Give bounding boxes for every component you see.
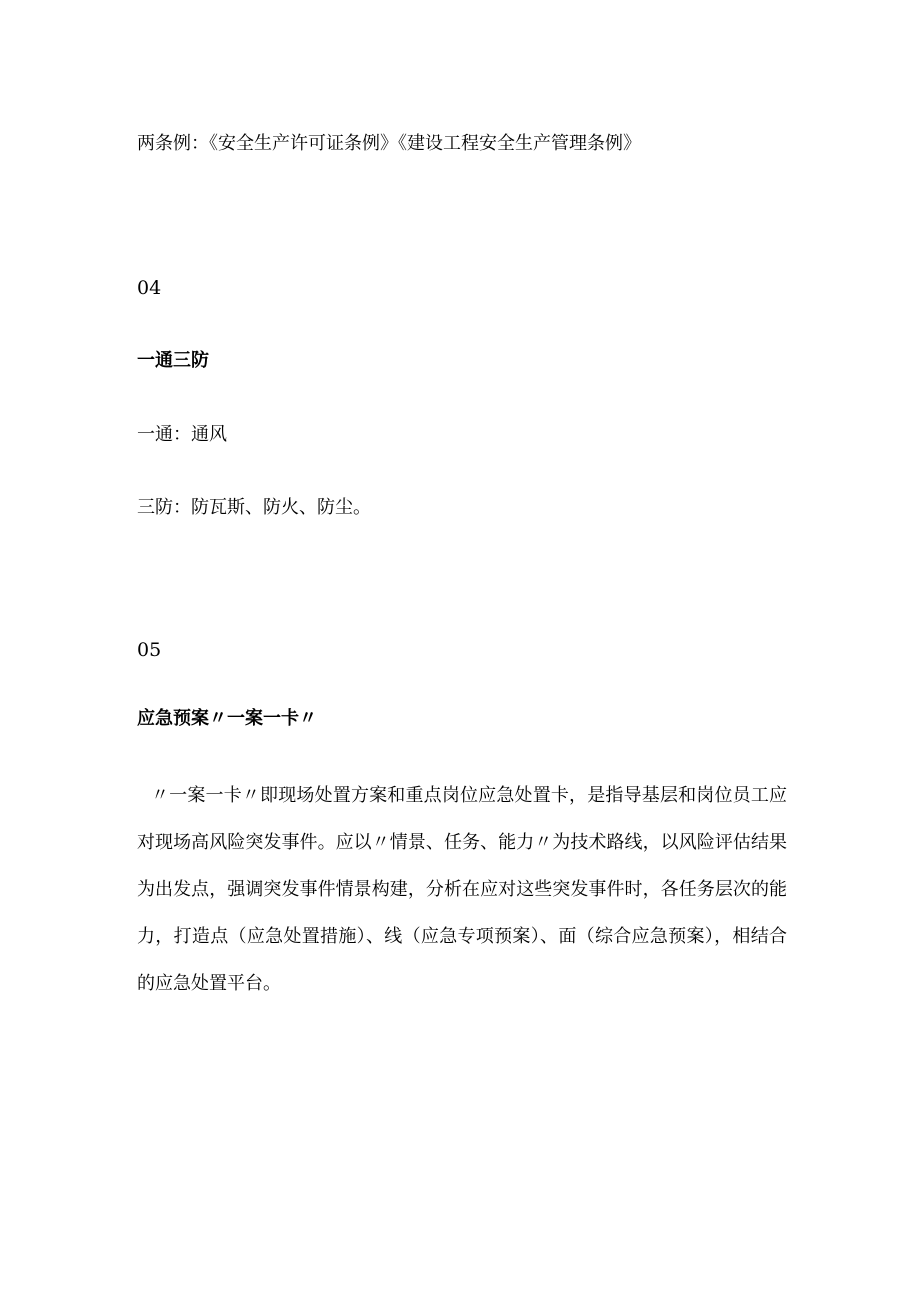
three-preventions-line: 三防：防瓦斯、防火、防尘。 (137, 497, 371, 518)
section-05-title: 应急预案〃一案一卡〃 (137, 708, 317, 729)
section-04-number: 04 (137, 277, 162, 299)
section-05-paragraph: 〃一案一卡〃即现场处置方案和重点岗位应急处置卡，是指导基层和岗位员工应对现场高风险突发事件。应以〃情景、任务、能力〃为技术路线，以风险评估结果为出发点，强调突发事件情景构建，分析在应对这些突发事件时，各任务层次的能力，打造点（应急处置措施）、线（应急专项预案）、面（综合应急预案），相结合的应急处置平台。 (137, 785, 787, 994)
one-ventilation-line: 一通：通风 (137, 424, 227, 445)
section-05-number: 05 (137, 639, 162, 661)
section-04-title: 一通三防 (137, 350, 209, 371)
two-regulations-line: 两条例：《安全生产许可证条例》《建设工程安全生产管理条例》 (137, 133, 641, 154)
